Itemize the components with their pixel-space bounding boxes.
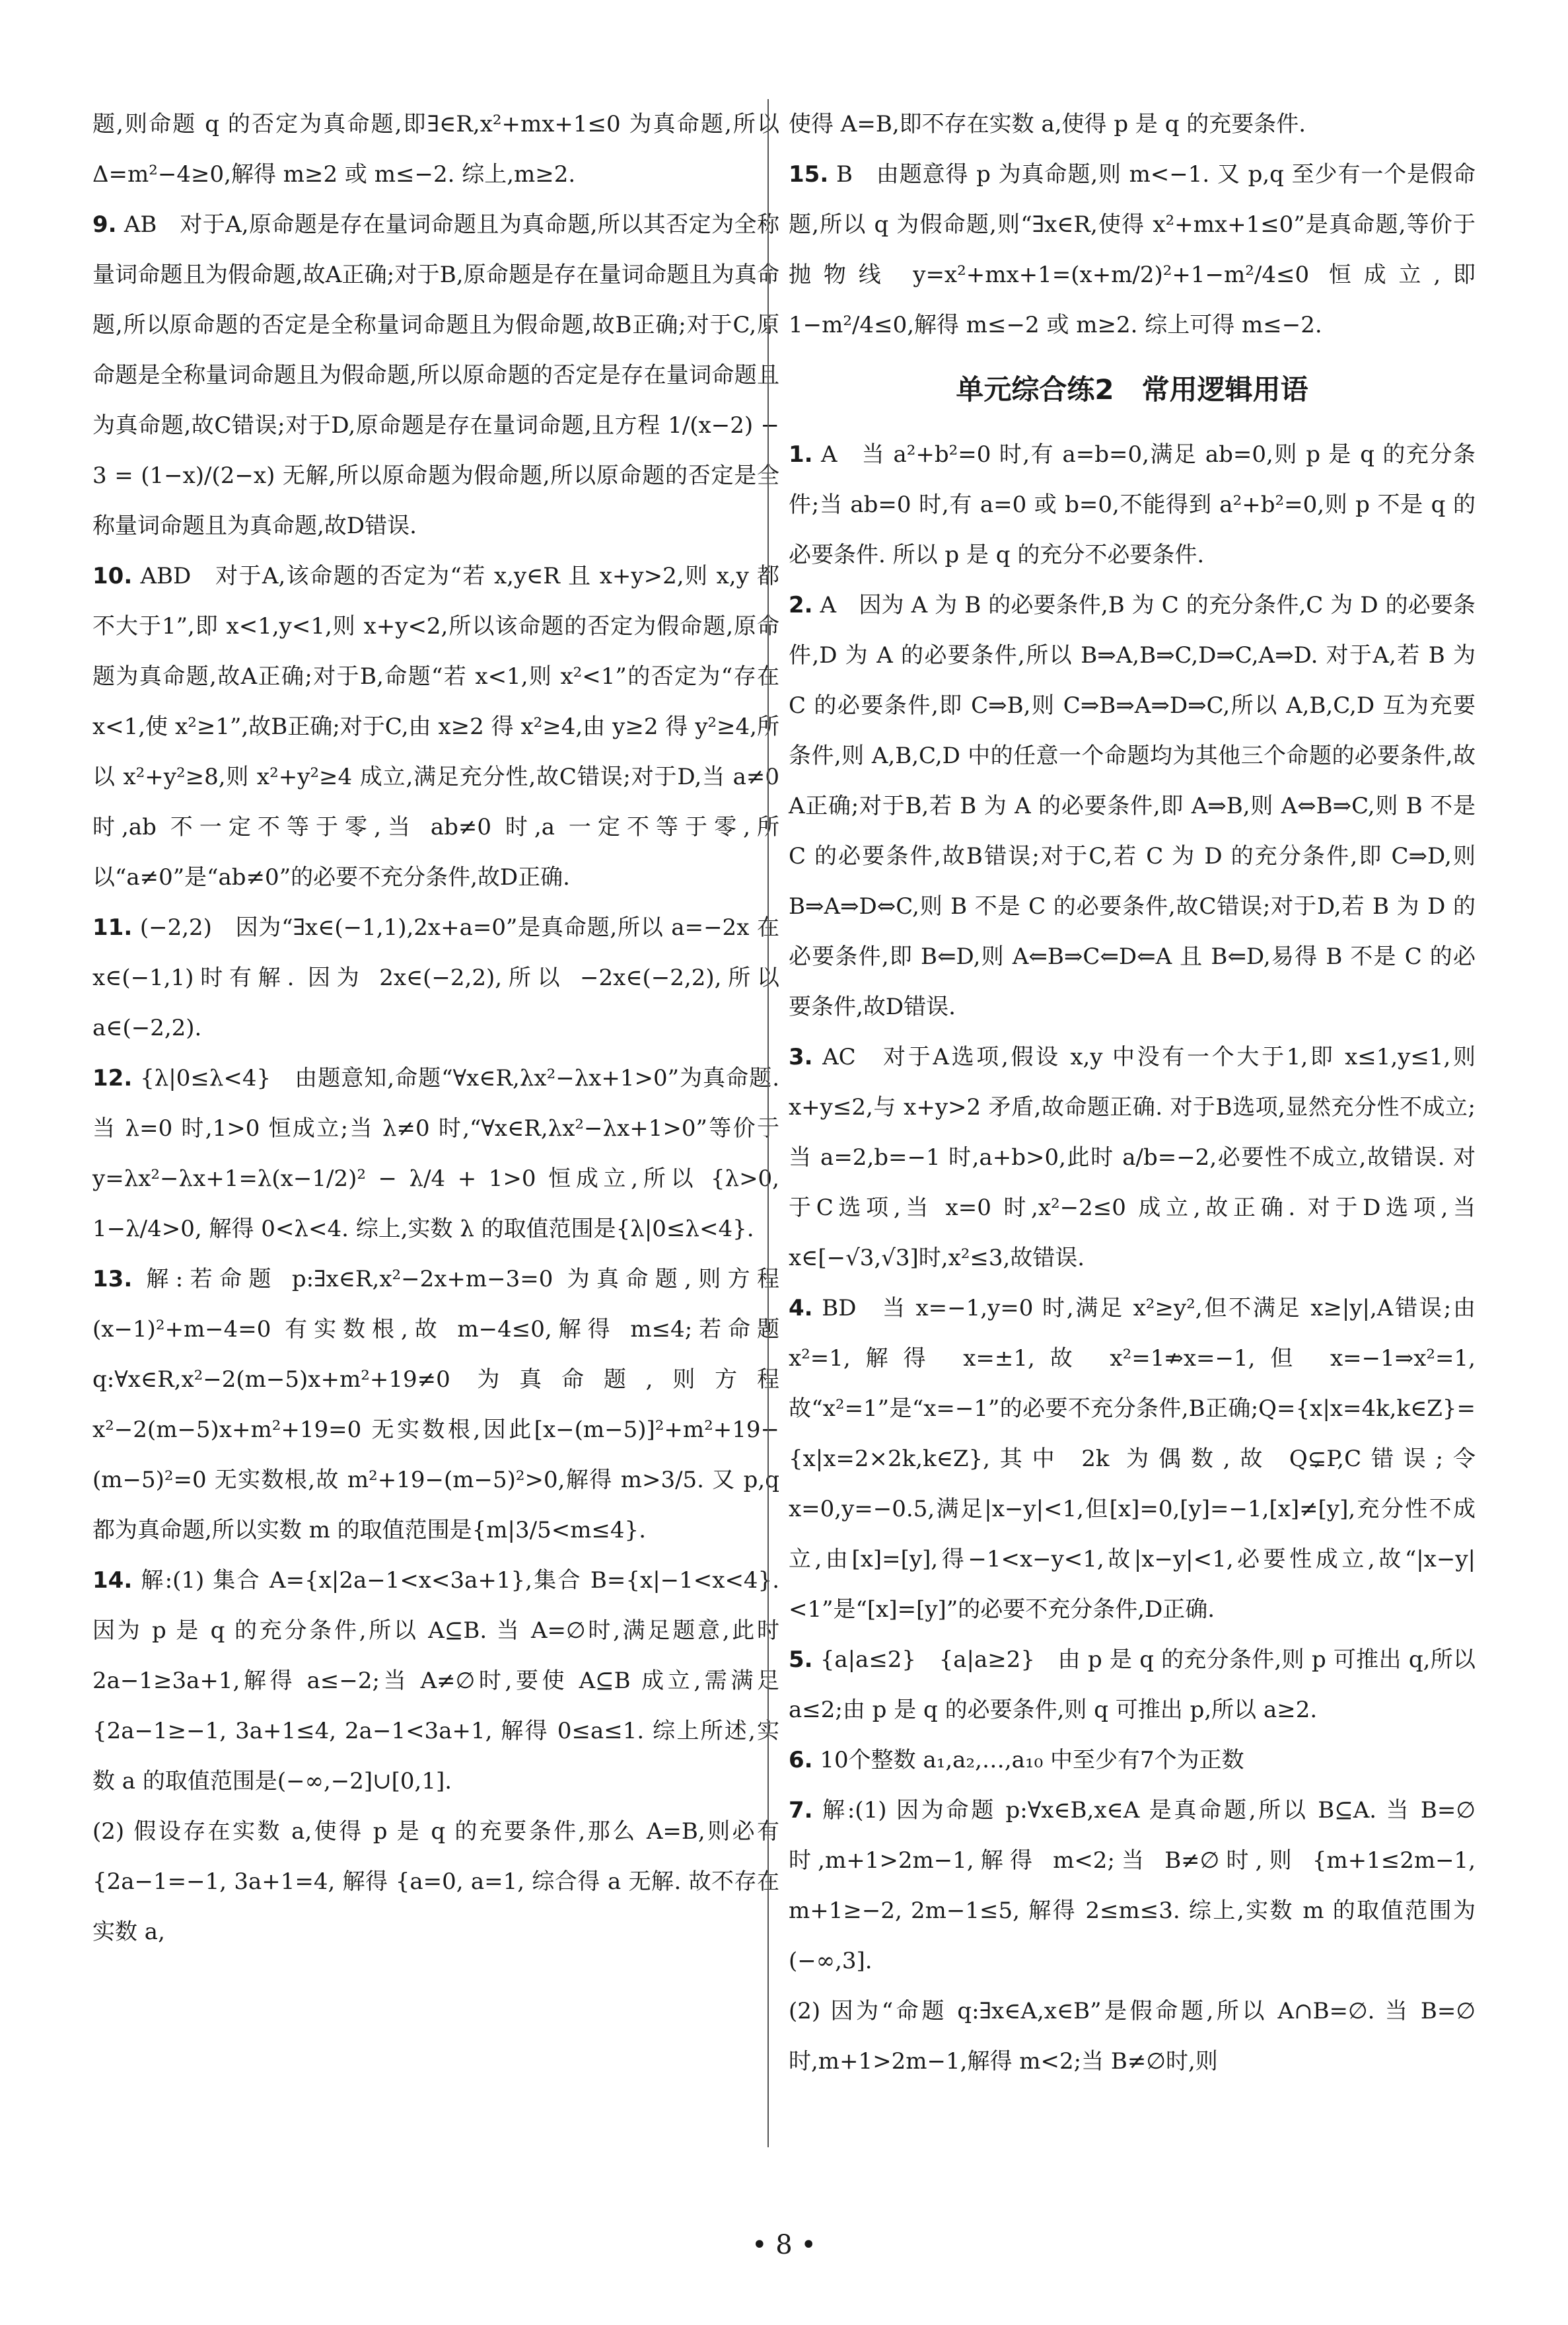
unit-answer-7: 7. 解:(1) 因为命题 p:∀x∈B,x∈A 是真命题,所以 B⊆A. 当 B=∅时,m+1>2m−1,解得 m<2;当 B≠∅时,则 {m+1≤2m−1, m+1≥−2, 2m−1≤5, 解得 2≤m≤3. 综上,实数 m 的取值范围为(−∞,3]. <box>789 1797 1476 1974</box>
unit-answer-6: 6. 10个整数 a₁,a₂,…,a₁₀ 中至少有7个为正数 <box>789 1747 1244 1773</box>
answer-12: 12. {λ|0≤λ<4} 由题意知,命题“∀x∈R,λx²−λx+1>0”为真命题. 当 λ=0 时,1>0 恒成立;当 λ≠0 时,“∀x∈R,λx²−λx+1>0”等价于 y=λx²−λx+1=λ(x−1/2)² − λ/4 + 1>0 恒成立,所以 {λ>0, 1−λ/4>0, 解得 0<λ<4. 综上,实数 λ 的取值范围是{λ|0≤λ<4}. <box>92 1065 779 1242</box>
answer-14-part2: (2) 假设存在实数 a,使得 p 是 q 的充要条件,那么 A=B,则必有 {2a−1=−1, 3a+1=4, 解得 {a=0, a=1, 综合得 a 无解. 故不存在实数 a, <box>92 1818 779 1945</box>
paragraph-cont-right: 使得 A=B,即不存在实数 a,使得 p 是 q 的充要条件. <box>789 111 1306 137</box>
unit-answer-7-part2: (2) 因为“命题 q:∃x∈A,x∈B”是假命题,所以 A∩B=∅. 当 B=∅时,m+1>2m−1,解得 m<2;当 B≠∅时,则 <box>789 1998 1476 2075</box>
unit-answer-1: 1. A 当 a²+b²=0 时,有 a=b=0,满足 ab=0,则 p 是 q 的充分条件;当 ab=0 时,有 a=0 或 b=0,不能得到 a²+b²=0,则 p 不是 q 的必要条件. 所以 p 是 q 的充分不必要条件. <box>789 441 1476 568</box>
answer-15: 15. B 由题意得 p 为真命题,则 m<−1. 又 p,q 至少有一个是假命题,所以 q 为假命题,则“∃x∈R,使得 x²+mx+1≤0”是真命题,等价于抛物线 y=x²+mx+1=(x+m/2)²+1−m²/4≤0 恒成立,即 1−m²/4≤0,解得 m≤−2 或 m≥2. 综上可得 m≤−2. <box>789 161 1476 338</box>
page-number: • 8 • <box>751 2230 817 2260</box>
answer-13: 13. 解:若命题 p:∃x∈R,x²−2x+m−3=0 为真命题,则方程(x−1)²+m−4=0 有实数根,故 m−4≤0,解得 m≤4;若命题 q:∀x∈R,x²−2(m−5)x+m²+19≠0 为真命题,则方程 x²−2(m−5)x+m²+19=0 无实数根,因此[x−(m−5)]²+m²+19−(m−5)²=0 无实数根,故 m²+19−(m−5)²>0,解得 m>3/5. 又 p,q 都为真命题,所以实数 m 的取值范围是{m|3/5<m≤4}. <box>92 1266 779 1543</box>
answer-11: 11. (−2,2) 因为“∃x∈(−1,1),2x+a=0”是真命题,所以 a=−2x 在 x∈(−1,1)时有解. 因为 2x∈(−2,2),所以 −2x∈(−2,2),所以 a∈(−2,2). <box>92 914 779 1041</box>
section-title: 单元综合练2 常用逻辑用语 <box>956 373 1308 406</box>
unit-answer-2: 2. A 因为 A 为 B 的必要条件,B 为 C 的充分条件,C 为 D 的必要条件,D 为 A 的必要条件,所以 B⇒A,B⇒C,D⇒C,A⇒D. 对于A,若 B 为 C 的必要条件,即 C⇒B,则 C⇒B⇒A⇒D⇒C,所以 A,B,C,D 互为充要条件,则 A,B,C,D 中的任意一个命题均为其他三个命题的必要条件,故A正确;对于B,若 B 为 A 的必要条件,即 A⇒B,则 A⇔B⇒C,则 B 不是 C 的必要条件,故B错误;对于C,若 C 为 D 的充分条件,即 C⇒D,则 B⇒A⇒D⇔C,则 B 不是 C 的必要条件,故C错误;对于D,若 B 为 D 的必要条件,即 B⇐D,则 A⇐B⇒C⇐D⇐A 且 B⇐D,易得 B 不是 C 的必要条件,故D错误. <box>789 592 1476 1020</box>
left-column <box>92 99 779 1957</box>
answer-14: 14. 解:(1) 集合 A={x|2a−1<x<3a+1},集合 B={x|−1<x<4}. 因为 p 是 q 的充分条件,所以 A⊆B. 当 A=∅时,满足题意,此时 2a−1≥3a+1,解得 a≤−2;当 A≠∅时,要使 A⊆B 成立,需满足 {2a−1≥−1, 3a+1≤4, 2a−1<3a+1, 解得 0≤a≤1. 综上所述,实数 a 的取值范围是(−∞,−2]∪[0,1]. <box>92 1567 780 1794</box>
unit-answer-5: 5. {a|a≤2} {a|a≥2} 由 p 是 q 的充分条件,则 p 可推出 q,所以 a≤2;由 p 是 q 的必要条件,则 q 可推出 p,所以 a≥2. <box>789 1646 1476 1723</box>
unit-answer-3: 3. AC 对于A选项,假设 x,y 中没有一个大于1,即 x≤1,y≤1,则 x+y≤2,与 x+y>2 矛盾,故命题正确. 对于B选项,显然充分性不成立;当 a=2,b=−1 时,a+b>0,此时 a/b=−2,必要性不成立,故错误. 对于C选项,当 x=0 时,x²−2≤0 成立,故正确. 对于D选项,当 x∈[−√3,√3]时,x²≤3,故错误. <box>789 1044 1476 1271</box>
column-divider <box>767 99 769 2147</box>
unit-answer-4: 4. BD 当 x=−1,y=0 时,满足 x²≥y²,但不满足 x≥|y|,A错误;由 x²=1,解得 x=±1,故 x²=1⇏x=−1,但 x=−1⇒x²=1,故“x²=1”是“x=−1”的必要不充分条件,B正确;Q={x|x=4k,k∈Z}={x|x=2×2k,k∈Z},其中 2k 为偶数,故 Q⊊P,C错误;令 x=0,y=−0.5,满足|x−y|<1,但[x]=0,[y]=−1,[x]≠[y],充分性不成立,由[x]=[y],得−1<x−y<1,故|x−y|<1,必要性成立,故“|x−y|<1”是“[x]=[y]”的必要不充分条件,D正确. <box>789 1295 1476 1623</box>
answer-9: 9. AB 对于A,原命题是存在量词命题且为真命题,所以其否定为全称量词命题且为假命题,故A正确;对于B,原命题是存在量词命题且为真命题,所以原命题的否定是全称量词命题且为假命题,故B正确;对于C,原命题是全称量词命题且为假命题,所以原命题的否定是存在量词命题且为真命题,故C错误;对于D,原命题是存在量词命题,且方程 1/(x−2) − 3 = (1−x)/(2−x) 无解,所以原命题为假命题,所以原命题的否定是全称量词命题且为真命题,故D错误. <box>92 211 779 539</box>
paragraph-cont: 题,则命题 q 的否定为真命题,即∃∈R,x²+mx+1≤0 为真命题,所以 Δ=m²−4≥0,解得 m≥2 或 m≤−2. 综上,m≥2. <box>92 111 779 188</box>
right-column <box>789 99 1476 2086</box>
answer-10: 10. ABD 对于A,该命题的否定为“若 x,y∈R 且 x+y>2,则 x,y 都不大于1”,即 x<1,y<1,则 x+y<2,所以该命题的否定为假命题,原命题为真命题,故A正确;对于B,命题“若 x<1,则 x²<1”的否定为“存在 x<1,使 x²≥1”,故B正确;对于C,由 x≥2 得 x²≥4,由 y≥2 得 y²≥4,所以 x²+y²≥8,则 x²+y²≥4 成立,满足充分性,故C错误;对于D,当 a≠0 时,ab 不一定不等于零,当 ab≠0 时,a 一定不等于零,所以“a≠0”是“ab≠0”的必要不充分条件,故D正确. <box>92 563 779 891</box>
